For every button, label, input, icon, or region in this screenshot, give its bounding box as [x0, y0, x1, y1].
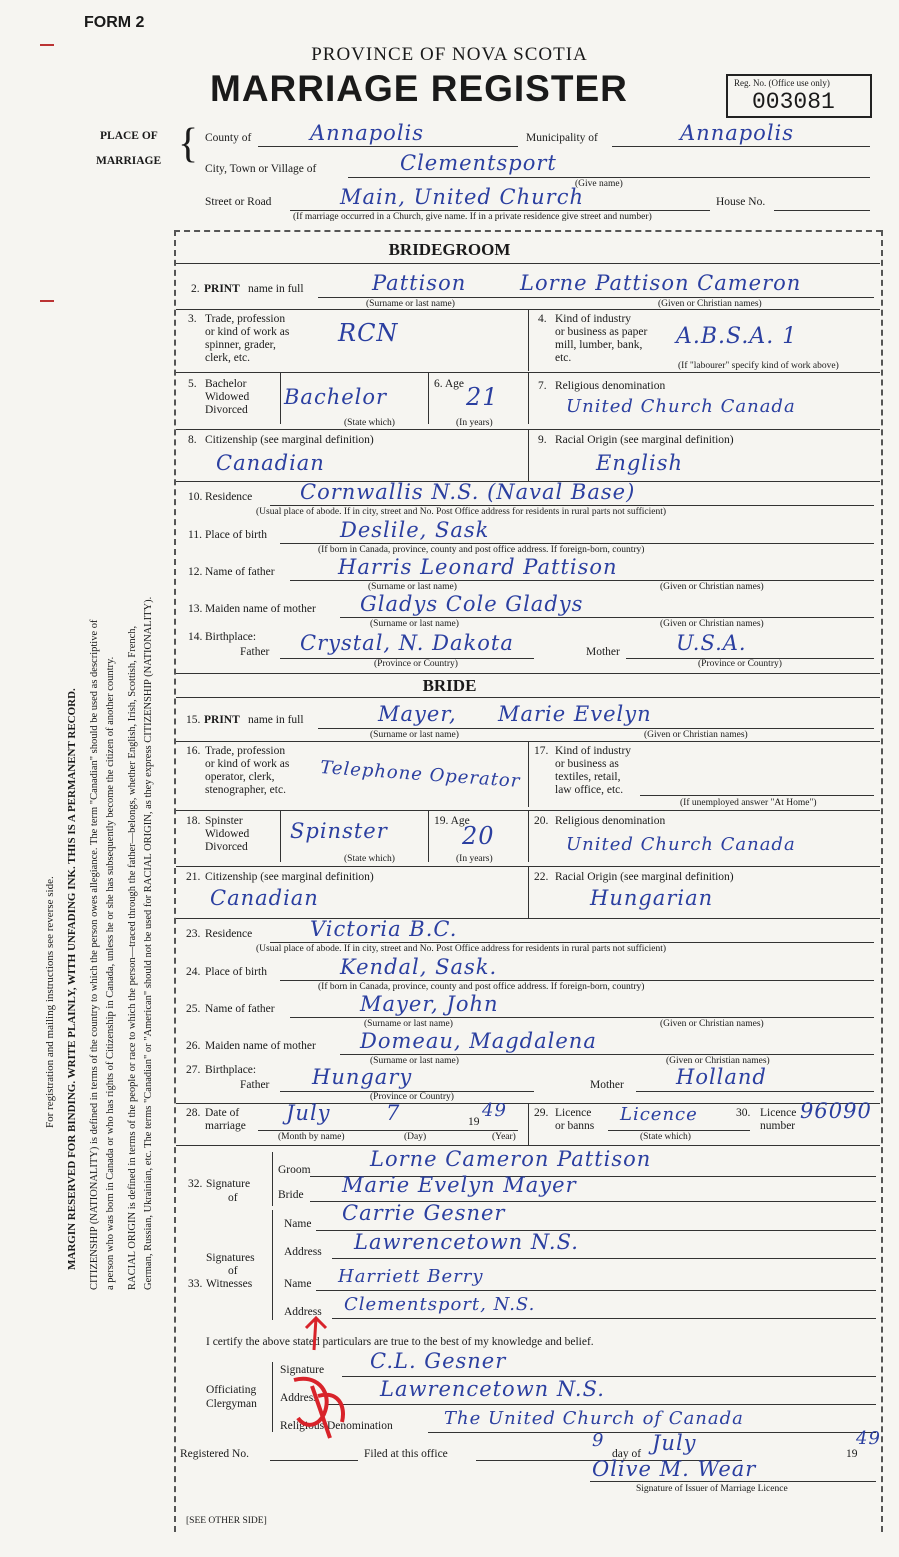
groom-parents-birthplace-label: Birthplace: — [205, 631, 257, 643]
f28-number: 28. — [186, 1107, 201, 1119]
bride-years-caption: (In years) — [456, 854, 493, 864]
groom-mother-birthplace: U.S.A. — [676, 631, 747, 655]
bride-f15-number: 15. — [186, 714, 201, 726]
issuer-caption: Signature of Issuer of Marriage Licence — [636, 1484, 788, 1494]
groom-father-prov-caption: (Province or Country) — [374, 659, 458, 669]
groom-years-caption: (In years) — [456, 418, 493, 428]
filed-year-prefix: 19 — [846, 1448, 858, 1460]
groom-citizenship-label: Citizenship (see marginal definition) — [205, 434, 374, 446]
bride-signature: Marie Evelyn Mayer — [342, 1173, 577, 1197]
groom-industry-label-4: etc. — [555, 352, 572, 364]
red-pencil-mark — [286, 1310, 366, 1446]
groom-widowed-label: Widowed — [205, 391, 250, 403]
groom-mother-name: Gladys Cole Gladys — [360, 592, 584, 616]
witnesses-label-2: of — [228, 1265, 238, 1277]
groom-residence-label: Residence — [205, 491, 253, 503]
witness1-address: Lawrencetown N.S. — [354, 1230, 579, 1254]
marriage-label: MARRIAGE — [96, 155, 162, 167]
filed-day: 9 — [592, 1430, 605, 1451]
groom-industry-label-1: Kind of industry — [555, 313, 632, 325]
bride-parents-birthplace-label: Birthplace: — [205, 1064, 257, 1076]
bride-f17-number: 17. — [534, 745, 549, 757]
bride-industry-label-2: or business as — [555, 758, 619, 770]
give-name-caption: (Give name) — [575, 179, 623, 189]
groom-state-caption: (State which) — [344, 418, 395, 428]
clergy-signature-label: Signature — [280, 1364, 325, 1376]
groom-f8-number: 8. — [188, 434, 197, 446]
groom-bp-father-label: Father — [240, 646, 270, 658]
bride-birthplace-label: Place of birth — [205, 966, 267, 978]
bride-f24-number: 24. — [186, 966, 201, 978]
licence-number: 96090 — [800, 1099, 872, 1123]
groom-f9-number: 9. — [538, 434, 547, 446]
groom-age-label: 6. Age — [434, 378, 465, 390]
groom-f13-number: 13. — [188, 603, 203, 615]
place-of-label: PLACE OF — [100, 130, 158, 142]
groom-father-name: Harris Leonard Pattison — [338, 555, 618, 579]
bride-racial-label: Racial Origin (see marginal definition) — [555, 871, 734, 883]
groom-trade-label-1: Trade, profession — [205, 313, 286, 325]
groom-f5-number: 5. — [188, 378, 197, 390]
officiating-label-1: Officiating — [206, 1384, 257, 1396]
groom-marital-status: Bachelor — [284, 385, 388, 409]
bride-birth-caption: (If born in Canada, province, county and post office address. If foreign-born, country) — [318, 982, 645, 992]
bride-divorced-label: Divorced — [205, 841, 248, 853]
clergy-address-label: Address — [280, 1392, 318, 1404]
groom-surname: Pattison — [372, 271, 467, 295]
groom-f11-number: 11. — [188, 529, 202, 541]
groom-labourer-caption: (If "labourer" specify kind of work above) — [678, 361, 839, 371]
licence-state-caption: (State which) — [640, 1132, 691, 1142]
issuer-signature: Olive M. Wear — [592, 1457, 757, 1481]
marriage-year-prefix: 19 — [468, 1116, 480, 1128]
reg-number-box — [726, 74, 872, 118]
certification-text: I certify the above stated particulars are true to the best of my knowledge and belief. — [206, 1336, 594, 1348]
bride-age: 20 — [462, 822, 495, 850]
bride-father-given-caption: (Given or Christian names) — [660, 1019, 764, 1029]
bride-residence-label: Residence — [205, 928, 253, 940]
church-caption: (If marriage occurred in a Church, give name. If in a private residence give street and number) — [293, 212, 652, 222]
sidebar-line-6: German, Russian, Ukrainian, etc. The terms "Canadian" or "American" should not be used for RACIAL ORIGIN, as they express CITIZENSHIP (NATIONALITY). — [143, 596, 154, 1290]
f33-number: 33. — [188, 1278, 203, 1290]
bride-print-label: PRINT — [204, 714, 240, 726]
date-of-label: Date of — [205, 1107, 240, 1119]
groom-surname-caption: (Surname or last name) — [366, 299, 455, 309]
bride-residence-caption: (Usual place of abode. If in city, street and No. Post Office address for residents in rural parts not sufficient) — [256, 944, 667, 954]
bride-place-of-birth: Kendal, Sask. — [340, 955, 498, 979]
witnesses-label-1: Signatures — [206, 1252, 255, 1264]
groom-mother-prov-caption: (Province or Country) — [698, 659, 782, 669]
reg-number-label: Reg. No. (Office use only) — [734, 78, 830, 88]
sidebar-line-2: MARGIN RESERVED FOR BINDING. WRITE PLAINLY, WITH UNFADING INK. THIS IS A PERMANENT RECORD. — [66, 688, 78, 1270]
licence-number-label-1: Licence — [760, 1107, 797, 1119]
groom-divorced-label: Divorced — [205, 404, 248, 416]
bride-heading: BRIDE — [422, 676, 477, 695]
groom-signature: Lorne Cameron Pattison — [370, 1147, 652, 1171]
day-of-label: day of — [612, 1448, 642, 1460]
groom-father-given-caption: (Given or Christian names) — [660, 582, 764, 592]
bride-trade-label-1: Trade, profession — [205, 745, 286, 757]
county-value: Annapolis — [310, 121, 425, 145]
clergy-denomination-label: Religious Denomination — [280, 1420, 393, 1432]
groom-birth-caption: (If born in Canada, province, county and post office address. If foreign-born, country) — [318, 545, 645, 555]
licence-number-label-2: number — [760, 1120, 796, 1132]
groom-f7-number: 7. — [538, 380, 547, 392]
bride-industry-label-3: textiles, retail, — [555, 771, 621, 783]
filed-year: 49 — [856, 1428, 881, 1449]
bride-f25-number: 25. — [186, 1003, 201, 1015]
clergy-address: Lawrencetown N.S. — [380, 1377, 605, 1401]
groom-residence: Cornwallis N.S. (Naval Base) — [300, 480, 636, 504]
bride-given-names: Marie Evelyn — [498, 702, 652, 726]
groom-mother-given-caption: (Given or Christian names) — [660, 619, 764, 629]
see-other-side: [SEE OTHER SIDE] — [186, 1516, 267, 1526]
f32-number: 32. — [188, 1178, 203, 1190]
bride-trade-label-3: operator, clerk, — [205, 771, 275, 783]
bride-name-label: name in full — [248, 714, 304, 726]
reg-number: 003081 — [752, 89, 835, 115]
bride-mother-label: Maiden name of mother — [205, 1040, 316, 1052]
groom-given-names: Lorne Pattison Cameron — [520, 271, 802, 295]
bride-state-caption: (State which) — [344, 854, 395, 864]
day-caption: (Day) — [404, 1132, 427, 1142]
bride-citizenship-label: Citizenship (see marginal definition) — [205, 871, 374, 883]
bride-bp-mother-label: Mother — [590, 1079, 624, 1091]
groom-mother-surname-caption: (Surname or last name) — [370, 619, 459, 629]
bride-age-label: 19. Age — [434, 815, 470, 827]
bride-f21-number: 21. — [186, 871, 201, 883]
bride-f22-number: 22. — [534, 871, 549, 883]
bride-father-label: Name of father — [205, 1003, 275, 1015]
bride-residence: Victoria B.C. — [310, 917, 458, 941]
banns-label: or banns — [555, 1120, 595, 1132]
year-caption: (Year) — [492, 1132, 516, 1142]
witness1-address-label: Address — [284, 1246, 322, 1258]
groom-f2-number: 2. — [191, 283, 200, 295]
witness2-name-label: Name — [284, 1278, 312, 1290]
filed-month: July — [652, 1431, 697, 1455]
groom-place-of-birth: Deslile, Sask — [340, 518, 490, 542]
groom-bp-mother-label: Mother — [586, 646, 620, 658]
witness1-name-label: Name — [284, 1218, 312, 1230]
officiating-label-2: Clergyman — [206, 1398, 257, 1410]
county-label: County of — [205, 132, 252, 144]
city-value: Clementsport — [400, 151, 557, 175]
groom-trade: RCN — [338, 319, 399, 347]
bridegroom-heading: BRIDEGROOM — [388, 240, 511, 259]
bride-surname-caption: (Surname or last name) — [370, 730, 459, 740]
bride-surname: Mayer, — [378, 702, 457, 726]
marriage-year: 49 — [482, 1100, 507, 1121]
bride-trade: Telephone Operator — [319, 757, 522, 792]
groom-religion-label: Religious denomination — [555, 380, 666, 392]
registered-number-label: Registered No. — [180, 1448, 249, 1460]
place-brace: { — [178, 121, 199, 167]
bride-trade-label-4: stenographer, etc. — [205, 784, 286, 796]
bride-mother-given-caption: (Given or Christian names) — [666, 1056, 770, 1066]
bride-industry-label-1: Kind of industry — [555, 745, 632, 757]
municipality-label: Municipality of — [526, 132, 598, 144]
bride-f27-number: 27. — [186, 1064, 201, 1076]
witness2-address: Clementsport, N.S. — [344, 1294, 536, 1315]
bride-father-birthplace: Hungary — [312, 1065, 413, 1089]
groom-mother-label: Maiden name of mother — [205, 603, 316, 615]
margin-mark — [40, 300, 54, 302]
signature-of-label-2: of — [228, 1192, 238, 1204]
bride-mother-name: Domeau, Magdalena — [360, 1029, 597, 1053]
groom-father-surname-caption: (Surname or last name) — [368, 582, 457, 592]
bride-religion: United Church Canada — [566, 834, 796, 855]
margin-mark — [40, 44, 54, 46]
witness2-address-label: Address — [284, 1306, 322, 1318]
clergy-signature: C.L. Gesner — [370, 1349, 507, 1373]
groom-industry-label-2: or business as paper — [555, 326, 648, 338]
bride-father-surname-caption: (Surname or last name) — [364, 1019, 453, 1029]
witness2-name: Harriett Berry — [338, 1266, 484, 1287]
groom-citizenship: Canadian — [216, 451, 325, 475]
house-label: House No. — [716, 196, 766, 208]
groom-birthplace-label: Place of birth — [205, 529, 267, 541]
clergy-denomination: The United Church of Canada — [444, 1408, 744, 1429]
groom-age: 21 — [466, 383, 499, 411]
groom-f12-number: 12. — [188, 566, 203, 578]
marriage-day: 7 — [386, 1101, 401, 1125]
bride-f18-number: 18. — [186, 815, 201, 827]
groom-racial-label: Racial Origin (see marginal definition) — [555, 434, 734, 446]
street-value: Main, United Church — [340, 185, 584, 209]
groom-f4-number: 4. — [538, 313, 547, 325]
licence-label: Licence — [555, 1107, 592, 1119]
filed-label: Filed at this office — [364, 1448, 448, 1460]
street-label: Street or Road — [205, 196, 272, 208]
bride-industry-label-4: law office, etc. — [555, 784, 624, 796]
city-label: City, Town or Village of — [205, 163, 317, 175]
f29-number: 29. — [534, 1107, 549, 1119]
bride-signature-label: Bride — [278, 1189, 304, 1201]
bride-spinster-label: Spinster — [205, 815, 243, 827]
bride-trade-label-2: or kind of work as — [205, 758, 290, 770]
groom-religion: United Church Canada — [566, 396, 796, 417]
groom-trade-label-2: or kind of work as — [205, 326, 290, 338]
groom-f14-number: 14. — [188, 631, 203, 643]
licence-type: Licence — [620, 1104, 698, 1125]
groom-print-label: PRINT — [204, 283, 240, 295]
signature-of-label-1: Signature — [206, 1178, 251, 1190]
form-number: FORM 2 — [84, 14, 145, 31]
groom-trade-label-3: spinner, grader, — [205, 339, 276, 351]
bride-widowed-label: Widowed — [205, 828, 250, 840]
bride-f26-number: 26. — [186, 1040, 201, 1052]
groom-given-caption: (Given or Christian names) — [658, 299, 762, 309]
bride-bp-father-label: Father — [240, 1079, 270, 1091]
sidebar-line-1: For registration and mailing instructions see reverse side. — [44, 876, 56, 1128]
groom-industry: A.B.S.A. 1 — [676, 324, 798, 349]
bride-mother-birthplace: Holland — [676, 1065, 767, 1089]
marriage-date-label: marriage — [205, 1120, 246, 1132]
month-caption: (Month by name) — [278, 1132, 345, 1142]
sidebar-line-5: RACIAL ORIGIN is defined in terms of the people or race to which the person—traced through the father—belongs, whether English, Irish, Scottish, French, — [127, 625, 138, 1290]
sidebar-line-4: a person who was born in Canada or who has rights of Citizenship in Canada, unless he or she has subsequently become the citizen of another country. — [105, 656, 116, 1290]
bride-marital-status: Spinster — [290, 819, 388, 843]
bride-home-caption: (If unemployed answer "At Home") — [680, 798, 817, 808]
bride-racial-origin: Hungarian — [590, 886, 714, 910]
groom-racial-origin: English — [596, 451, 684, 475]
groom-signature-label: Groom — [278, 1164, 311, 1176]
groom-name-label: name in full — [248, 283, 304, 295]
groom-industry-label-3: mill, lumber, bank, — [555, 339, 643, 351]
bride-given-caption: (Given or Christian names) — [644, 730, 748, 740]
page-title: MARRIAGE REGISTER — [210, 68, 628, 109]
witness1-name: Carrie Gesner — [342, 1201, 506, 1225]
province-heading: PROVINCE OF NOVA SCOTIA — [311, 44, 588, 65]
sidebar-line-3: CITIZENSHIP (NATIONALITY) is defined in terms of the country to which the person owes allegiance. The term "Canadian" should be used as descriptive of — [89, 619, 100, 1290]
bride-father-name: Mayer, John — [360, 992, 499, 1016]
f30-number: 30. — [736, 1107, 751, 1119]
bride-f23-number: 23. — [186, 928, 201, 940]
groom-f3-number: 3. — [188, 313, 197, 325]
witnesses-label-3: Witnesses — [206, 1278, 253, 1290]
marriage-month: July — [286, 1101, 331, 1125]
bride-citizenship: Canadian — [210, 886, 319, 910]
groom-residence-caption: (Usual place of abode. If in city, street and No. Post Office address for residents in rural parts not sufficient) — [256, 507, 667, 517]
bride-father-prov-caption: (Province or Country) — [370, 1092, 454, 1102]
groom-bachelor-label: Bachelor — [205, 378, 247, 390]
bride-f16-number: 16. — [186, 745, 201, 757]
groom-f10-number: 10. — [188, 491, 203, 503]
bride-mother-surname-caption: (Surname or last name) — [370, 1056, 459, 1066]
bride-f20-number: 20. — [534, 815, 549, 827]
groom-father-birthplace: Crystal, N. Dakota — [300, 631, 514, 655]
groom-trade-label-4: clerk, etc. — [205, 352, 251, 364]
groom-father-label: Name of father — [205, 566, 275, 578]
municipality-value: Annapolis — [680, 121, 795, 145]
bride-religion-label: Religious denomination — [555, 815, 666, 827]
